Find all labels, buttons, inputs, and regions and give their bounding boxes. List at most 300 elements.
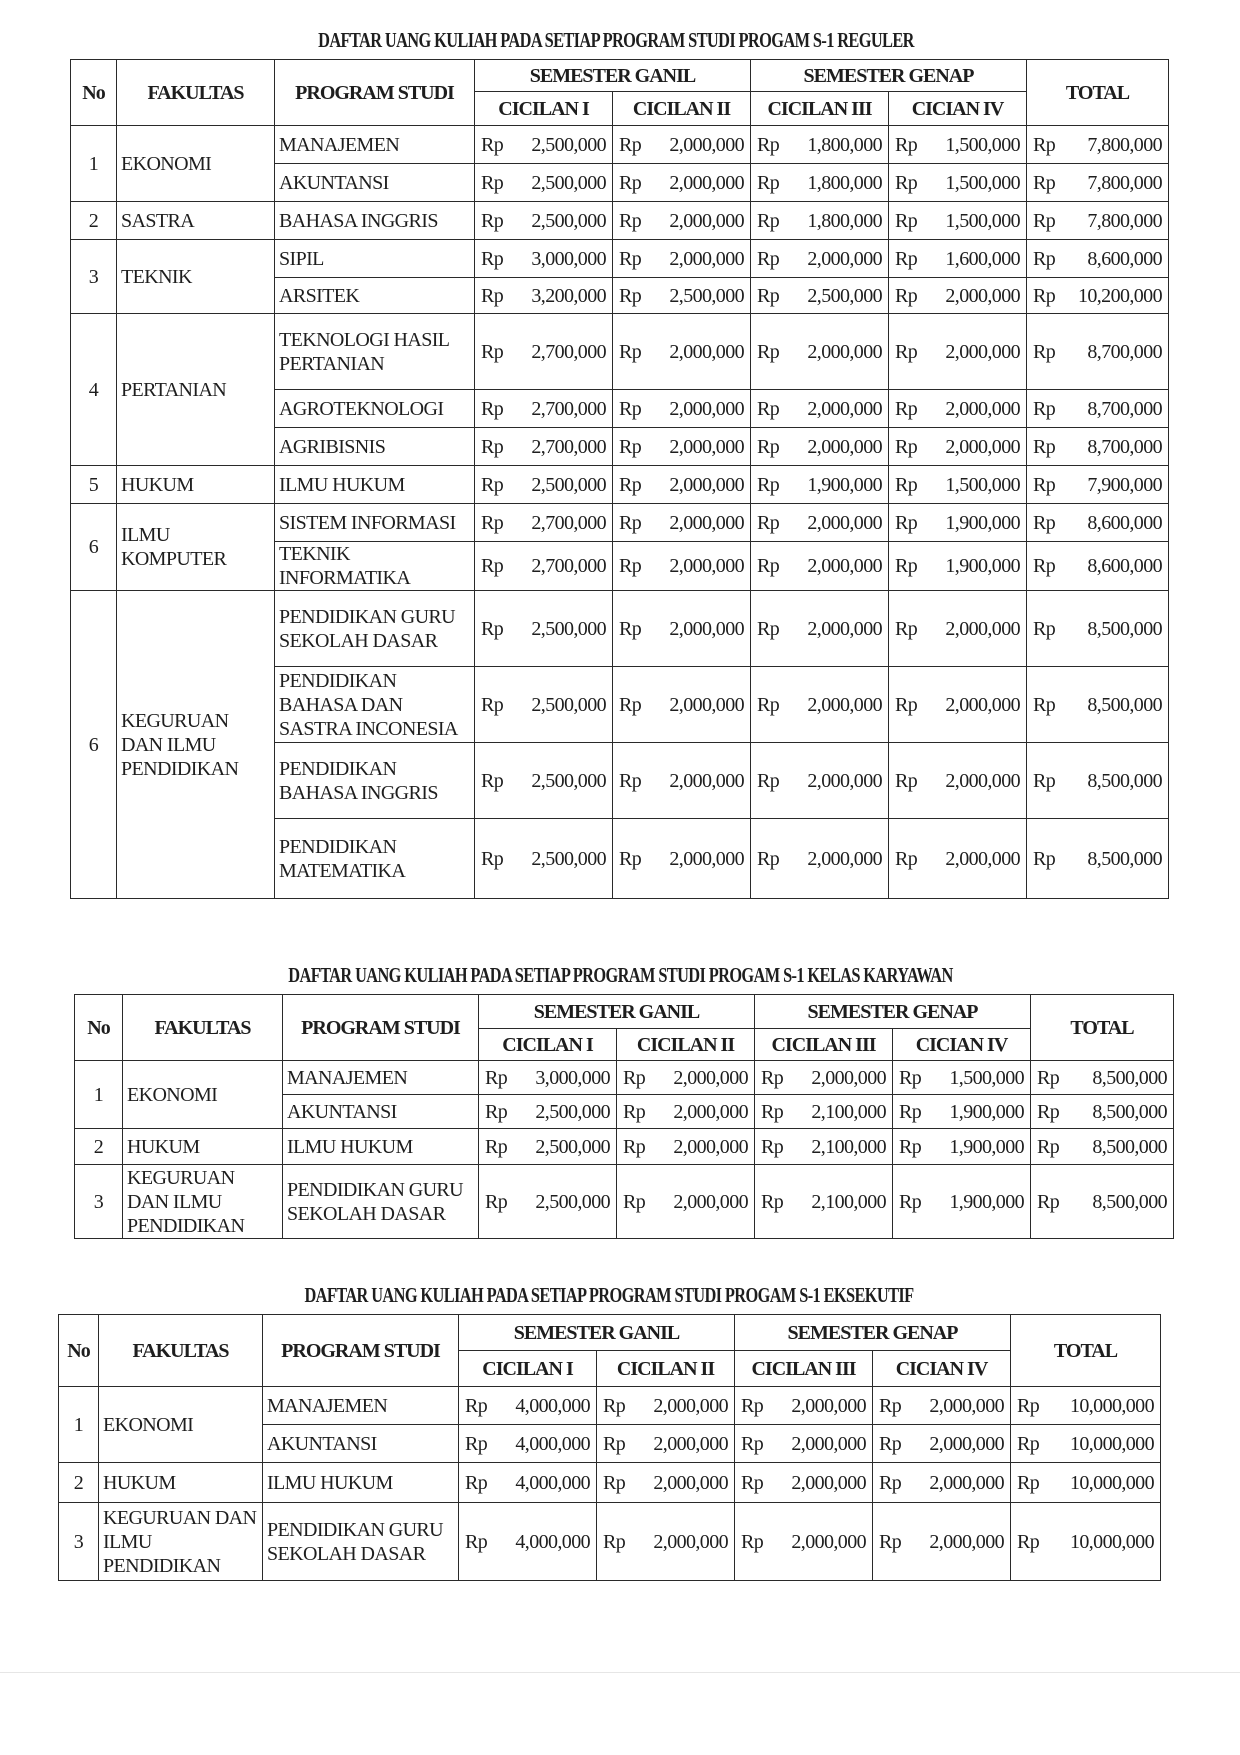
installment-amount-c2: 2,500,000 bbox=[645, 278, 751, 314]
program-name: AKUNTANSI bbox=[275, 164, 475, 202]
currency-label: Rp bbox=[597, 1387, 629, 1425]
currency-label: Rp bbox=[751, 466, 783, 504]
program-name: ILMU HUKUM bbox=[275, 466, 475, 504]
program-name: AGRIBISNIS bbox=[275, 428, 475, 466]
installment-amount-c1: 2,500,000 bbox=[507, 202, 613, 240]
currency-label: Rp bbox=[459, 1387, 491, 1425]
program-name: AKUNTANSI bbox=[263, 1425, 459, 1463]
currency-label: Rp bbox=[1027, 819, 1059, 899]
header-no: No bbox=[75, 995, 123, 1061]
installment-amount-c1: 2,700,000 bbox=[507, 428, 613, 466]
table-row bbox=[75, 1129, 1174, 1165]
table-title: DAFTAR UANG KULIAH PADA SETIAP PROGRAM STUDI PROGAM S-1 KELAS KARYAWAN bbox=[288, 963, 953, 987]
installment-amount-c2: 2,000,000 bbox=[645, 542, 751, 591]
installment-amount-c4: 1,500,000 bbox=[921, 126, 1027, 164]
installment-amount-c4: 2,000,000 bbox=[905, 1425, 1011, 1463]
total-amount: 10,000,000 bbox=[1043, 1503, 1161, 1581]
currency-label: Rp bbox=[475, 202, 507, 240]
installment-amount-c2: 2,000,000 bbox=[645, 591, 751, 667]
currency-label: Rp bbox=[751, 164, 783, 202]
installment-amount-c2: 2,000,000 bbox=[645, 466, 751, 504]
currency-label: Rp bbox=[613, 314, 645, 390]
header-cicilan-3: CICILAN III bbox=[735, 1351, 873, 1387]
currency-label: Rp bbox=[597, 1463, 629, 1503]
total-amount: 10,000,000 bbox=[1043, 1425, 1161, 1463]
table-row bbox=[71, 504, 1169, 542]
currency-label: Rp bbox=[459, 1463, 491, 1503]
installment-amount-c1: 2,500,000 bbox=[507, 466, 613, 504]
program-name: PENDIDIKAN GURU SEKOLAH DASAR bbox=[263, 1503, 459, 1581]
currency-label: Rp bbox=[459, 1425, 491, 1463]
program-name: PENDIDIKAN GURU SEKOLAH DASAR bbox=[283, 1165, 479, 1239]
header-program-studi: PROGRAM STUDI bbox=[283, 995, 479, 1061]
row-number: 3 bbox=[75, 1165, 123, 1239]
currency-label: Rp bbox=[1031, 1061, 1063, 1095]
installment-amount-c4: 1,900,000 bbox=[925, 1129, 1031, 1165]
total-amount: 8,700,000 bbox=[1059, 390, 1169, 428]
installment-amount-c3: 1,800,000 bbox=[783, 126, 889, 164]
total-amount: 8,700,000 bbox=[1059, 428, 1169, 466]
installment-amount-c2: 2,000,000 bbox=[645, 164, 751, 202]
installment-amount-c1: 3,200,000 bbox=[507, 278, 613, 314]
currency-label: Rp bbox=[617, 1165, 649, 1239]
total-amount: 8,500,000 bbox=[1059, 591, 1169, 667]
currency-label: Rp bbox=[755, 1129, 787, 1165]
row-number: 4 bbox=[71, 314, 117, 466]
installment-amount-c4: 2,000,000 bbox=[921, 278, 1027, 314]
currency-label: Rp bbox=[889, 164, 921, 202]
currency-label: Rp bbox=[889, 126, 921, 164]
tuition-table-eksekutif bbox=[58, 1314, 1161, 1581]
table-row bbox=[59, 1463, 1161, 1503]
currency-label: Rp bbox=[1027, 743, 1059, 819]
installment-amount-c3: 2,100,000 bbox=[787, 1165, 893, 1239]
currency-label: Rp bbox=[1027, 202, 1059, 240]
currency-label: Rp bbox=[613, 202, 645, 240]
currency-label: Rp bbox=[751, 202, 783, 240]
installment-amount-c4: 1,500,000 bbox=[925, 1061, 1031, 1095]
program-name: AGROTEKNOLOGI bbox=[275, 390, 475, 428]
currency-label: Rp bbox=[475, 428, 507, 466]
currency-label: Rp bbox=[1027, 240, 1059, 278]
program-name: TEKNOLOGI HASIL PERTANIAN bbox=[275, 314, 475, 390]
faculty-name: SASTRA bbox=[117, 202, 275, 240]
currency-label: Rp bbox=[889, 504, 921, 542]
currency-label: Rp bbox=[889, 390, 921, 428]
faculty-name: KEGURUAN DAN ILMU PENDIDIKAN bbox=[117, 591, 275, 899]
installment-amount-c4: 2,000,000 bbox=[921, 667, 1027, 743]
currency-label: Rp bbox=[479, 1061, 511, 1095]
installment-amount-c1: 4,000,000 bbox=[491, 1387, 597, 1425]
table-row bbox=[75, 1061, 1174, 1095]
currency-label: Rp bbox=[1031, 1095, 1063, 1129]
table-row bbox=[59, 1387, 1161, 1425]
header-total: TOTAL bbox=[1031, 995, 1174, 1061]
faculty-name: TEKNIK bbox=[117, 240, 275, 314]
installment-amount-c4: 1,500,000 bbox=[921, 466, 1027, 504]
currency-label: Rp bbox=[873, 1387, 905, 1425]
header-fakultas: FAKULTAS bbox=[123, 995, 283, 1061]
installment-amount-c3: 2,000,000 bbox=[767, 1387, 873, 1425]
currency-label: Rp bbox=[755, 1165, 787, 1239]
currency-label: Rp bbox=[735, 1425, 767, 1463]
installment-amount-c3: 2,000,000 bbox=[783, 428, 889, 466]
installment-amount-c3: 2,000,000 bbox=[783, 667, 889, 743]
currency-label: Rp bbox=[613, 240, 645, 278]
table-title: DAFTAR UANG KULIAH PADA SETIAP PROGRAM STUDI PROGAM S-1 EKSEKUTIF bbox=[304, 1283, 914, 1307]
table-block-karyawan bbox=[74, 963, 1167, 1239]
header-semester-genap: SEMESTER GENAP bbox=[755, 995, 1031, 1029]
header-cicilan-1: CICILAN I bbox=[459, 1351, 597, 1387]
currency-label: Rp bbox=[751, 667, 783, 743]
installment-amount-c3: 2,000,000 bbox=[767, 1425, 873, 1463]
currency-label: Rp bbox=[479, 1165, 511, 1239]
currency-label: Rp bbox=[751, 428, 783, 466]
program-name: ILMU HUKUM bbox=[283, 1129, 479, 1165]
currency-label: Rp bbox=[475, 126, 507, 164]
installment-amount-c2: 2,000,000 bbox=[649, 1061, 755, 1095]
total-amount: 7,800,000 bbox=[1059, 202, 1169, 240]
currency-label: Rp bbox=[597, 1503, 629, 1581]
installment-amount-c4: 1,900,000 bbox=[921, 504, 1027, 542]
currency-label: Rp bbox=[475, 542, 507, 591]
faculty-name: HUKUM bbox=[117, 466, 275, 504]
currency-label: Rp bbox=[617, 1061, 649, 1095]
total-amount: 7,800,000 bbox=[1059, 164, 1169, 202]
installment-amount-c3: 2,500,000 bbox=[783, 278, 889, 314]
program-name: MANAJEMEN bbox=[275, 126, 475, 164]
table-row bbox=[71, 240, 1169, 278]
header-row bbox=[71, 60, 1169, 92]
currency-label: Rp bbox=[735, 1387, 767, 1425]
currency-label: Rp bbox=[735, 1503, 767, 1581]
row-number: 6 bbox=[71, 591, 117, 899]
header-cicilan-2: CICILAN II bbox=[617, 1029, 755, 1061]
header-cicilan-2: CICILAN II bbox=[597, 1351, 735, 1387]
currency-label: Rp bbox=[889, 314, 921, 390]
header-cicilan-1: CICILAN I bbox=[479, 1029, 617, 1061]
program-name: ARSITEK bbox=[275, 278, 475, 314]
currency-label: Rp bbox=[1027, 126, 1059, 164]
installment-amount-c2: 2,000,000 bbox=[649, 1095, 755, 1129]
installment-amount-c1: 2,500,000 bbox=[507, 819, 613, 899]
installment-amount-c4: 2,000,000 bbox=[921, 428, 1027, 466]
header-no: No bbox=[59, 1315, 99, 1387]
currency-label: Rp bbox=[613, 428, 645, 466]
faculty-name: PERTANIAN bbox=[117, 314, 275, 466]
installment-amount-c1: 2,500,000 bbox=[511, 1129, 617, 1165]
installment-amount-c3: 2,100,000 bbox=[787, 1095, 893, 1129]
currency-label: Rp bbox=[889, 202, 921, 240]
installment-amount-c4: 2,000,000 bbox=[905, 1463, 1011, 1503]
program-name: SIPIL bbox=[275, 240, 475, 278]
program-name: MANAJEMEN bbox=[263, 1387, 459, 1425]
installment-amount-c1: 2,700,000 bbox=[507, 390, 613, 428]
installment-amount-c2: 2,000,000 bbox=[645, 819, 751, 899]
faculty-name: HUKUM bbox=[99, 1463, 263, 1503]
installment-amount-c1: 4,000,000 bbox=[491, 1425, 597, 1463]
currency-label: Rp bbox=[751, 591, 783, 667]
currency-label: Rp bbox=[617, 1129, 649, 1165]
installment-amount-c2: 2,000,000 bbox=[645, 504, 751, 542]
currency-label: Rp bbox=[613, 390, 645, 428]
currency-label: Rp bbox=[751, 126, 783, 164]
installment-amount-c2: 2,000,000 bbox=[645, 667, 751, 743]
currency-label: Rp bbox=[613, 743, 645, 819]
table-row bbox=[71, 202, 1169, 240]
table-block-reguler bbox=[70, 28, 1162, 899]
currency-label: Rp bbox=[1027, 278, 1059, 314]
total-amount: 10,000,000 bbox=[1043, 1387, 1161, 1425]
table-row bbox=[71, 314, 1169, 390]
currency-label: Rp bbox=[475, 240, 507, 278]
header-semester-ganjil: SEMESTER GANIL bbox=[479, 995, 755, 1029]
faculty-name: EKONOMI bbox=[117, 126, 275, 202]
currency-label: Rp bbox=[613, 819, 645, 899]
installment-amount-c3: 2,000,000 bbox=[783, 240, 889, 278]
installment-amount-c1: 2,500,000 bbox=[507, 667, 613, 743]
total-amount: 8,500,000 bbox=[1063, 1061, 1174, 1095]
header-cicilan-4: CICIAN IV bbox=[893, 1029, 1031, 1061]
installment-amount-c2: 2,000,000 bbox=[645, 743, 751, 819]
installment-amount-c4: 2,000,000 bbox=[921, 314, 1027, 390]
currency-label: Rp bbox=[751, 314, 783, 390]
header-total: TOTAL bbox=[1011, 1315, 1161, 1387]
program-name: PENDIDIKAN BAHASA INGGRIS bbox=[275, 743, 475, 819]
currency-label: Rp bbox=[1011, 1503, 1043, 1581]
currency-label: Rp bbox=[873, 1425, 905, 1463]
currency-label: Rp bbox=[597, 1425, 629, 1463]
header-cicilan-3: CICILAN III bbox=[755, 1029, 893, 1061]
currency-label: Rp bbox=[889, 428, 921, 466]
currency-label: Rp bbox=[889, 819, 921, 899]
installment-amount-c4: 2,000,000 bbox=[921, 390, 1027, 428]
faculty-name: ILMU KOMPUTER bbox=[117, 504, 275, 591]
installment-amount-c2: 2,000,000 bbox=[629, 1387, 735, 1425]
installment-amount-c1: 2,700,000 bbox=[507, 504, 613, 542]
header-cicilan-1: CICILAN I bbox=[475, 92, 613, 126]
table-row bbox=[71, 591, 1169, 667]
table-row bbox=[75, 1165, 1174, 1239]
installment-amount-c3: 1,900,000 bbox=[783, 466, 889, 504]
currency-label: Rp bbox=[751, 390, 783, 428]
program-name: TEKNIK INFORMATIKA bbox=[275, 542, 475, 591]
currency-label: Rp bbox=[1027, 428, 1059, 466]
total-amount: 8,600,000 bbox=[1059, 542, 1169, 591]
total-amount: 8,600,000 bbox=[1059, 504, 1169, 542]
installment-amount-c1: 4,000,000 bbox=[491, 1463, 597, 1503]
row-number: 2 bbox=[71, 202, 117, 240]
currency-label: Rp bbox=[1011, 1463, 1043, 1503]
total-amount: 8,600,000 bbox=[1059, 240, 1169, 278]
installment-amount-c1: 4,000,000 bbox=[491, 1503, 597, 1581]
currency-label: Rp bbox=[889, 240, 921, 278]
header-no: No bbox=[71, 60, 117, 126]
currency-label: Rp bbox=[1031, 1165, 1063, 1239]
installment-amount-c3: 2,000,000 bbox=[783, 504, 889, 542]
currency-label: Rp bbox=[479, 1095, 511, 1129]
header-program-studi: PROGRAM STUDI bbox=[263, 1315, 459, 1387]
header-semester-genap: SEMESTER GENAP bbox=[751, 60, 1027, 92]
header-cicilan-4: CICIAN IV bbox=[873, 1351, 1011, 1387]
currency-label: Rp bbox=[1027, 591, 1059, 667]
currency-label: Rp bbox=[475, 390, 507, 428]
currency-label: Rp bbox=[889, 667, 921, 743]
table-title: DAFTAR UANG KULIAH PADA SETIAP PROGRAM STUDI PROGAM S-1 REGULER bbox=[318, 28, 914, 52]
currency-label: Rp bbox=[613, 126, 645, 164]
installment-amount-c3: 2,000,000 bbox=[783, 591, 889, 667]
table-row bbox=[71, 126, 1169, 164]
installment-amount-c3: 2,000,000 bbox=[783, 314, 889, 390]
installment-amount-c3: 2,000,000 bbox=[767, 1463, 873, 1503]
program-name: MANAJEMEN bbox=[283, 1061, 479, 1095]
installment-amount-c4: 1,900,000 bbox=[921, 542, 1027, 591]
currency-label: Rp bbox=[751, 743, 783, 819]
row-number: 3 bbox=[59, 1503, 99, 1581]
currency-label: Rp bbox=[613, 278, 645, 314]
installment-amount-c1: 2,500,000 bbox=[507, 591, 613, 667]
currency-label: Rp bbox=[751, 542, 783, 591]
installment-amount-c4: 1,900,000 bbox=[925, 1095, 1031, 1129]
currency-label: Rp bbox=[735, 1463, 767, 1503]
program-name: ILMU HUKUM bbox=[263, 1463, 459, 1503]
program-name: PENDIDIKAN MATEMATIKA bbox=[275, 819, 475, 899]
installment-amount-c4: 2,000,000 bbox=[921, 819, 1027, 899]
installment-amount-c3: 2,000,000 bbox=[783, 390, 889, 428]
currency-label: Rp bbox=[613, 504, 645, 542]
currency-label: Rp bbox=[475, 278, 507, 314]
currency-label: Rp bbox=[1011, 1387, 1043, 1425]
program-name: BAHASA INGGRIS bbox=[275, 202, 475, 240]
currency-label: Rp bbox=[751, 819, 783, 899]
installment-amount-c4: 1,900,000 bbox=[925, 1165, 1031, 1239]
header-cicilan-4: CICIAN IV bbox=[889, 92, 1027, 126]
installment-amount-c2: 2,000,000 bbox=[629, 1503, 735, 1581]
header-fakultas: FAKULTAS bbox=[99, 1315, 263, 1387]
header-fakultas: FAKULTAS bbox=[117, 60, 275, 126]
installment-amount-c2: 2,000,000 bbox=[629, 1463, 735, 1503]
installment-amount-c4: 1,500,000 bbox=[921, 202, 1027, 240]
total-amount: 8,500,000 bbox=[1059, 819, 1169, 899]
total-amount: 8,500,000 bbox=[1063, 1165, 1174, 1239]
currency-label: Rp bbox=[475, 164, 507, 202]
installment-amount-c2: 2,000,000 bbox=[645, 428, 751, 466]
header-cicilan-2: CICILAN II bbox=[613, 92, 751, 126]
program-name: PENDIDIKAN BAHASA DAN SASTRA INCONESIA bbox=[275, 667, 475, 743]
installment-amount-c2: 2,000,000 bbox=[645, 390, 751, 428]
currency-label: Rp bbox=[893, 1129, 925, 1165]
currency-label: Rp bbox=[1031, 1129, 1063, 1165]
installment-amount-c3: 1,800,000 bbox=[783, 202, 889, 240]
installment-amount-c4: 2,000,000 bbox=[921, 743, 1027, 819]
currency-label: Rp bbox=[893, 1061, 925, 1095]
currency-label: Rp bbox=[475, 504, 507, 542]
row-number: 2 bbox=[75, 1129, 123, 1165]
installment-amount-c4: 2,000,000 bbox=[905, 1503, 1011, 1581]
currency-label: Rp bbox=[889, 466, 921, 504]
faculty-name: EKONOMI bbox=[99, 1387, 263, 1463]
program-name: AKUNTANSI bbox=[283, 1095, 479, 1129]
total-amount: 8,500,000 bbox=[1059, 667, 1169, 743]
currency-label: Rp bbox=[889, 278, 921, 314]
row-number: 2 bbox=[59, 1463, 99, 1503]
currency-label: Rp bbox=[755, 1061, 787, 1095]
installment-amount-c4: 1,600,000 bbox=[921, 240, 1027, 278]
table-row bbox=[59, 1503, 1161, 1581]
currency-label: Rp bbox=[751, 504, 783, 542]
total-amount: 7,900,000 bbox=[1059, 466, 1169, 504]
installment-amount-c3: 2,000,000 bbox=[787, 1061, 893, 1095]
row-number: 5 bbox=[71, 466, 117, 504]
currency-label: Rp bbox=[873, 1463, 905, 1503]
currency-label: Rp bbox=[613, 466, 645, 504]
installment-amount-c1: 2,500,000 bbox=[507, 743, 613, 819]
header-semester-genap: SEMESTER GENAP bbox=[735, 1315, 1011, 1351]
installment-amount-c4: 1,500,000 bbox=[921, 164, 1027, 202]
row-number: 1 bbox=[75, 1061, 123, 1129]
installment-amount-c1: 2,700,000 bbox=[507, 314, 613, 390]
currency-label: Rp bbox=[613, 164, 645, 202]
installment-amount-c3: 2,000,000 bbox=[783, 542, 889, 591]
installment-amount-c3: 2,000,000 bbox=[783, 819, 889, 899]
tuition-table-karyawan bbox=[74, 994, 1174, 1239]
installment-amount-c2: 2,000,000 bbox=[645, 314, 751, 390]
installment-amount-c1: 3,000,000 bbox=[507, 240, 613, 278]
currency-label: Rp bbox=[1027, 667, 1059, 743]
installment-amount-c1: 3,000,000 bbox=[511, 1061, 617, 1095]
header-total: TOTAL bbox=[1027, 60, 1169, 126]
currency-label: Rp bbox=[755, 1095, 787, 1129]
row-number: 1 bbox=[59, 1387, 99, 1463]
currency-label: Rp bbox=[613, 667, 645, 743]
total-amount: 10,200,000 bbox=[1059, 278, 1169, 314]
currency-label: Rp bbox=[475, 591, 507, 667]
installment-amount-c2: 2,000,000 bbox=[645, 240, 751, 278]
header-semester-ganjil: SEMESTER GANIL bbox=[459, 1315, 735, 1351]
faculty-name: HUKUM bbox=[123, 1129, 283, 1165]
installment-amount-c1: 2,700,000 bbox=[507, 542, 613, 591]
table-block-eksekutif bbox=[58, 1283, 1160, 1581]
faculty-name: EKONOMI bbox=[123, 1061, 283, 1129]
installment-amount-c2: 2,000,000 bbox=[649, 1165, 755, 1239]
installment-amount-c4: 2,000,000 bbox=[905, 1387, 1011, 1425]
installment-amount-c4: 2,000,000 bbox=[921, 591, 1027, 667]
header-program-studi: PROGRAM STUDI bbox=[275, 60, 475, 126]
currency-label: Rp bbox=[1027, 390, 1059, 428]
row-number: 6 bbox=[71, 504, 117, 591]
currency-label: Rp bbox=[889, 591, 921, 667]
total-amount: 8,500,000 bbox=[1063, 1095, 1174, 1129]
installment-amount-c1: 2,500,000 bbox=[511, 1165, 617, 1239]
currency-label: Rp bbox=[613, 542, 645, 591]
program-name: PENDIDIKAN GURU SEKOLAH DASAR bbox=[275, 591, 475, 667]
header-row bbox=[59, 1315, 1161, 1351]
page-edge-line bbox=[0, 1672, 1240, 1673]
installment-amount-c3: 2,100,000 bbox=[787, 1129, 893, 1165]
tuition-table-reguler bbox=[70, 59, 1169, 899]
currency-label: Rp bbox=[1027, 314, 1059, 390]
installment-amount-c2: 2,000,000 bbox=[645, 202, 751, 240]
currency-label: Rp bbox=[475, 466, 507, 504]
installment-amount-c2: 2,000,000 bbox=[629, 1425, 735, 1463]
row-number: 3 bbox=[71, 240, 117, 314]
currency-label: Rp bbox=[475, 314, 507, 390]
faculty-name: KEGURUAN DAN ILMU PENDIDIKAN bbox=[123, 1165, 283, 1239]
installment-amount-c1: 2,500,000 bbox=[507, 126, 613, 164]
total-amount: 8,500,000 bbox=[1059, 743, 1169, 819]
currency-label: Rp bbox=[1027, 542, 1059, 591]
currency-label: Rp bbox=[1027, 466, 1059, 504]
